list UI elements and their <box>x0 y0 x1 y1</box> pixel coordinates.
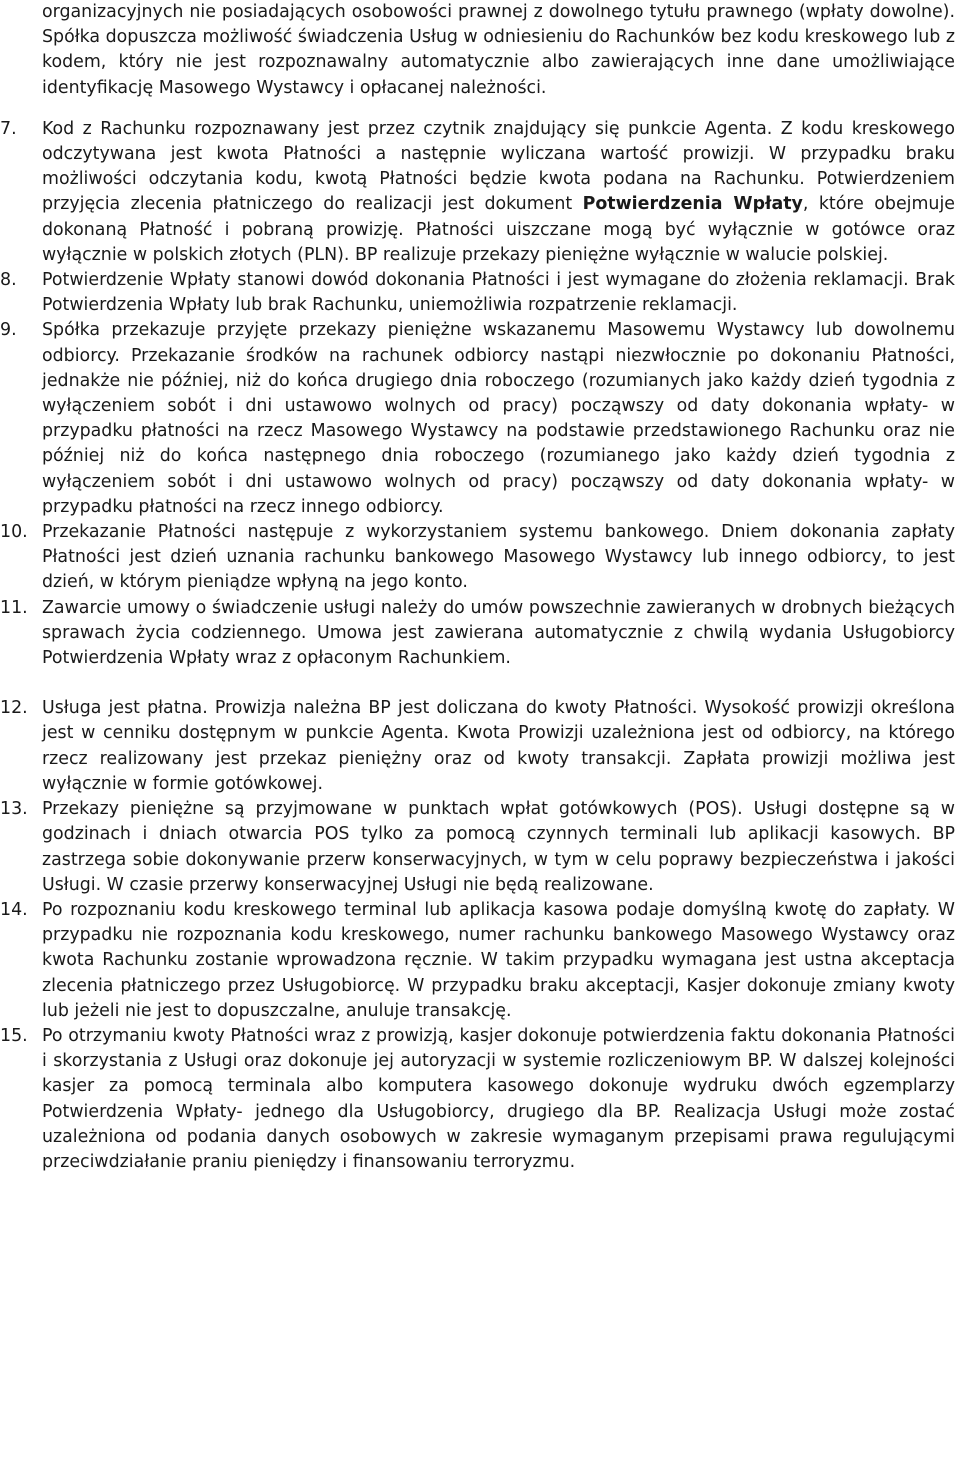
item-number: 10. <box>0 522 28 543</box>
list-item-9 <box>0 318 955 520</box>
item-text-after: , które obejmuje dokonaną Płatność i pobraną prowizję. Płatności uiszczane mogą być wyłącznie w gotówce oraz wyłącznie w polskich złotych (PLN). BP realizuje przekazy pieniężne wyłącznie w walucie polskiej. <box>42 194 955 265</box>
intro-paragraph: organizacyjnych nie posiadających osobowości prawnej z dowolnego tytułu prawnego (wpłaty dowolne). Spółka dopuszcza możliwość świadczenia Usług w odniesieniu do Rachunków bez kodu kreskowego lub z kodem, który nie jest rozpoznawalny automatycznie albo zawierających inne dane umożliwiające identyfikację Masowego Wystawcy i opłacanej należności. <box>42 2 955 98</box>
list-item-11 <box>0 596 955 672</box>
item-number: 13. <box>0 799 28 820</box>
list-item-10 <box>0 520 955 596</box>
item-text-before: Kod z Rachunku rozpoznawany jest przez czytnik znajdujący się punkcie Agenta. Z kodu kreskowego odczytywana jest kwota Płatności a następnie wyliczana wartość prowizji. W przypadku braku możliwości odczytania kodu, kwotą Płatności będzie kwota podana na Rachunku. Potwierdzeniem przyjęcia zlecenia płatniczego do realizacji jest dokument <box>42 118 955 215</box>
item-text: Przekazanie Płatności następuje z wykorzystaniem systemu bankowego. Dniem dokonania zapłaty Płatności jest dzień uznania rachunku bankowego Masowego Wystawcy lub innego odbiorcy, to jest dzień, w którym pieniądze wpłyną na jego konto. <box>42 522 955 593</box>
item-text: Potwierdzenie Wpłaty stanowi dowód dokonania Płatności i jest wymagane do złożenia reklamacji. Brak Potwierdzenia Wpłaty lub brak Rachunku, uniemożliwia rozpatrzenie reklamacji. <box>42 270 955 316</box>
item-text: Zawarcie umowy o świadczenie usługi należy do umów powszechnie zawieranych w drobnych bieżących sprawach życia codziennego. Umowa jest zawierana automatycznie z chwilą wydania Usługobiorcy Potwierdzenia Wpłaty wraz z opłaconym Rachunkiem. <box>42 597 955 669</box>
item-text: Przekazy pieniężne są przyjmowane w punktach wpłat gotówkowych (POS). Usługi dostępne są w godzinach i dniach otwarcia POS tylko za pomocą czynnych terminali lub aplikacji kasowych. BP zastrzega sobie dokonywanie przerw konserwacyjnych, w tym w celu poprawy bezpieczeństwa i jakości Usługi. W czasie przerwy konserwacyjnej Usługi nie będą realizowane. <box>42 799 955 895</box>
list-item-8 <box>0 268 955 318</box>
list-item-14 <box>0 898 955 1024</box>
item-number: 11. <box>0 597 28 618</box>
item-number: 9. <box>0 320 17 341</box>
numbered-list <box>0 117 955 1175</box>
item-text: Spółka przekazuje przyjęte przekazy pieniężne wskazanemu Masowemu Wystawcy lub dowolnemu odbiorcy. Przekazanie środków na rachunek odbiorcy nastąpi niezwłocznie po dokonaniu Płatności, jednakże nie później, niż do końca drugiego dnia roboczego (rozumianych jako każdy dzień tygodnia z wyłączeniem sobót i dni ustawowo wolnych od pracy) począwszy od daty dokonania wpłaty- w przypadku płatności na rzecz Masowego Wystawcy na podstawie przedstawionego Rachunku oraz nie później niż do końca następnego dnia roboczego (rozumianego jako każdy dzień tygodnia z wyłączeniem sobót i dni ustawowo wolnych od pracy) począwszy od daty dokonania wpłaty- w przypadku płatności na rzecz innego odbiorcy. <box>42 320 955 517</box>
item-number: 12. <box>0 698 28 719</box>
item-number: 15. <box>0 1025 28 1046</box>
item-text: Po rozpoznaniu kodu kreskowego terminal lub aplikacja kasowa podaje domyślną kwotę do zapłaty. W przypadku nie rozpoznania kodu kreskowego, numer rachunku bankowego Masowego Wystawcy oraz kwota Rachunku zostanie wprowadzona ręcznie. W takim przypadku wymagana jest ustna akceptacja zlecenia płatniczego przez Usługobiorcę. W przypadku braku akceptacji, Kasjer dokonuje zmiany kwoty lub jeżeli nie jest to dopuszczalne, anuluje transakcję. <box>42 899 955 1021</box>
item-number: 8. <box>0 270 17 291</box>
item-text-bold: Potwierdzenia Wpłaty <box>582 194 803 215</box>
list-item-13 <box>0 797 955 898</box>
item-number: 14. <box>0 899 28 920</box>
list-item-15 <box>0 1024 955 1175</box>
item-text: Po otrzymaniu kwoty Płatności wraz z prowizją, kasjer dokonuje potwierdzenia faktu dokonania Płatności i skorzystania z Usługi oraz dokonuje jej autoryzacji w systemie rozliczeniowym BP. W dalszej kolejności kasjer za pomocą terminala albo komputera kasowego dokonuje wydruku dwóch egzemplarzy Potwierdzenia Wpłaty- jednego dla Usługobiorcy, drugiego dla BP. Realizacja Usługi może zostać uzależniona od podania danych osobowych w zakresie wymaganym przepisami prawa regulującymi przeciwdziałanie praniu pieniędzy i finansowaniu terroryzmu. <box>42 1025 955 1172</box>
list-item-7 <box>0 117 955 268</box>
item-number: 7. <box>0 118 17 139</box>
list-item-12 <box>0 696 955 797</box>
item-text: Usługa jest płatna. Prowizja należna BP jest doliczana do kwoty Płatności. Wysokość prowizji określona jest w cenniku dostępnym w punkcie Agenta. Kwota Prowizji uzależniona jest od odbiorcy, na którego rzecz realizowany jest przekaz pieniężny oraz od kwoty transakcji. Zapłata prowizji możliwa jest wyłącznie w formie gotówkowej. <box>42 698 955 794</box>
